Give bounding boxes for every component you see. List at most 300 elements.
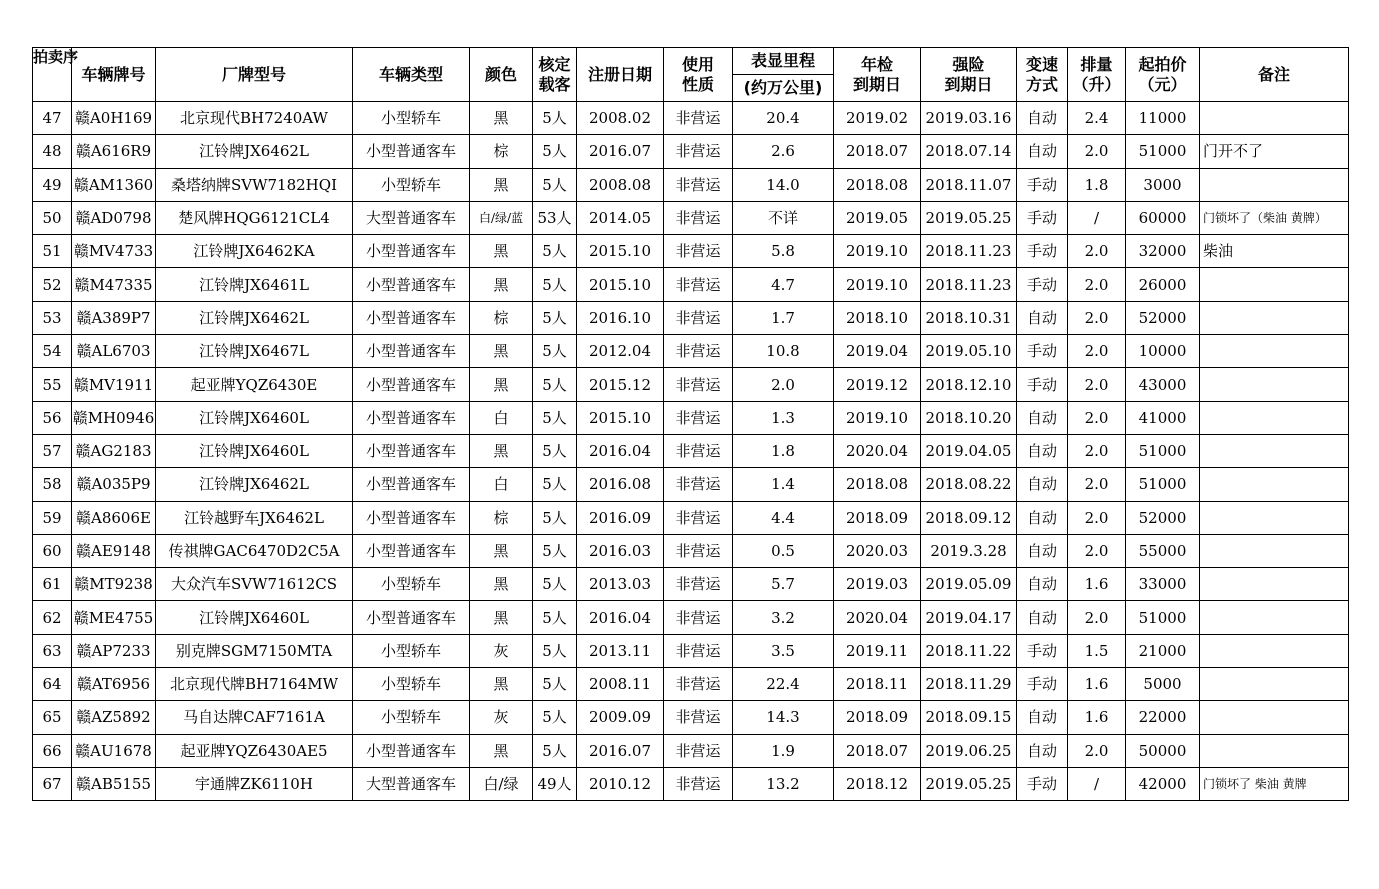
table-row [33,701,1349,734]
cell-insurance: 2018.11.22 [921,634,1017,667]
cell-mileage: 1.4 [733,468,834,501]
cell-color: 棕 [470,135,533,168]
table-row [33,501,1349,534]
cell-inspection: 2018.12 [834,767,921,800]
cell-plate: 赣AB5155 [72,767,156,800]
cell-insurance: 2019.03.16 [921,102,1017,135]
cell-note [1200,102,1349,135]
cell-displacement: 2.0 [1068,368,1126,401]
cell-usage: 非营运 [664,734,733,767]
cell-insurance: 2019.3.28 [921,534,1017,567]
cell-plate: 赣MH0946 [72,401,156,434]
cell-price: 32000 [1126,235,1200,268]
cell-model: 江铃牌JX6462L [156,301,353,334]
cell-mileage: 1.8 [733,434,834,467]
cell-mileage: 3.2 [733,601,834,634]
cell-gearbox: 手动 [1017,168,1068,201]
cell-color: 棕 [470,501,533,534]
cell-reg-date: 2016.04 [577,601,664,634]
table-row [33,168,1349,201]
cell-reg-date: 2015.10 [577,401,664,434]
cell-plate: 赣MT9238 [72,568,156,601]
cell-model: 江铃牌JX6461L [156,268,353,301]
cell-mileage: 10.8 [733,335,834,368]
cell-color: 棕 [470,301,533,334]
cell-lot: 65 [33,701,72,734]
cell-displacement: 1.6 [1068,568,1126,601]
cell-insurance: 2018.09.15 [921,701,1017,734]
cell-reg-date: 2014.05 [577,201,664,234]
table-row [33,634,1349,667]
cell-reg-date: 2015.10 [577,235,664,268]
cell-insurance: 2019.05.25 [921,201,1017,234]
cell-lot: 49 [33,168,72,201]
cell-gearbox: 手动 [1017,634,1068,667]
cell-seats: 5人 [533,401,577,434]
cell-usage: 非营运 [664,168,733,201]
cell-price: 51000 [1126,434,1200,467]
header-lot: 拍卖序 [33,48,72,102]
cell-price: 3000 [1126,168,1200,201]
cell-plate: 赣AL6703 [72,335,156,368]
cell-displacement: / [1068,767,1126,800]
cell-lot: 61 [33,568,72,601]
cell-reg-date: 2016.03 [577,534,664,567]
cell-type: 小型轿车 [353,168,470,201]
cell-insurance: 2018.11.23 [921,268,1017,301]
cell-seats: 5人 [533,268,577,301]
cell-displacement: 2.4 [1068,102,1126,135]
cell-price: 60000 [1126,201,1200,234]
cell-type: 小型普通客车 [353,468,470,501]
cell-price: 33000 [1126,568,1200,601]
cell-seats: 5人 [533,634,577,667]
cell-usage: 非营运 [664,601,733,634]
cell-reg-date: 2013.11 [577,634,664,667]
cell-plate: 赣AE9148 [72,534,156,567]
table-row [33,468,1349,501]
cell-type: 小型普通客车 [353,335,470,368]
cell-inspection: 2018.10 [834,301,921,334]
table-row [33,568,1349,601]
cell-usage: 非营运 [664,767,733,800]
cell-reg-date: 2016.09 [577,501,664,534]
cell-usage: 非营运 [664,235,733,268]
cell-reg-date: 2016.07 [577,734,664,767]
cell-type: 小型普通客车 [353,734,470,767]
cell-reg-date: 2009.09 [577,701,664,734]
cell-type: 大型普通客车 [353,767,470,800]
cell-gearbox: 手动 [1017,268,1068,301]
cell-note [1200,168,1349,201]
cell-price: 52000 [1126,301,1200,334]
cell-note [1200,368,1349,401]
cell-mileage: 1.7 [733,301,834,334]
cell-insurance: 2019.05.25 [921,767,1017,800]
cell-seats: 5人 [533,235,577,268]
cell-mileage: 14.0 [733,168,834,201]
cell-color: 黑 [470,568,533,601]
cell-note: 柴油 [1200,235,1349,268]
table-row [33,102,1349,135]
cell-inspection: 2019.10 [834,268,921,301]
cell-lot: 52 [33,268,72,301]
cell-color: 黑 [470,668,533,701]
cell-plate: 赣A389P7 [72,301,156,334]
cell-seats: 5人 [533,368,577,401]
cell-mileage: 4.4 [733,501,834,534]
cell-displacement: 2.0 [1068,401,1126,434]
cell-type: 小型轿车 [353,668,470,701]
header-seats: 核定 载客 [533,48,577,102]
cell-gearbox: 自动 [1017,401,1068,434]
cell-model: 大众汽车SVW71612CS [156,568,353,601]
cell-type: 小型普通客车 [353,235,470,268]
cell-insurance: 2018.11.07 [921,168,1017,201]
table-row [33,601,1349,634]
header-color: 颜色 [470,48,533,102]
cell-lot: 57 [33,434,72,467]
cell-usage: 非营运 [664,401,733,434]
cell-plate: 赣AM1360 [72,168,156,201]
cell-plate: 赣A035P9 [72,468,156,501]
cell-color: 黑 [470,434,533,467]
header-note: 备注 [1200,48,1349,102]
cell-model: 宇通牌ZK6110H [156,767,353,800]
cell-lot: 63 [33,634,72,667]
cell-displacement: 2.0 [1068,501,1126,534]
cell-price: 42000 [1126,767,1200,800]
cell-usage: 非营运 [664,102,733,135]
cell-lot: 64 [33,668,72,701]
cell-plate: 赣AP7233 [72,634,156,667]
cell-note [1200,268,1349,301]
cell-model: 北京现代牌BH7164MW [156,668,353,701]
cell-model: 江铃牌JX6462L [156,135,353,168]
cell-reg-date: 2012.04 [577,335,664,368]
table-row [33,235,1349,268]
cell-type: 小型普通客车 [353,501,470,534]
cell-lot: 51 [33,235,72,268]
cell-inspection: 2020.04 [834,434,921,467]
cell-seats: 5人 [533,102,577,135]
cell-gearbox: 手动 [1017,335,1068,368]
cell-model: 桑塔纳牌SVW7182HQI [156,168,353,201]
cell-gearbox: 自动 [1017,501,1068,534]
cell-plate: 赣AD0798 [72,201,156,234]
cell-displacement: 1.8 [1068,168,1126,201]
cell-plate: 赣A8606E [72,501,156,534]
cell-displacement: 1.5 [1068,634,1126,667]
cell-insurance: 2018.12.10 [921,368,1017,401]
cell-price: 50000 [1126,734,1200,767]
cell-price: 5000 [1126,668,1200,701]
header-price: 起拍价 （元） [1126,48,1200,102]
cell-seats: 5人 [533,534,577,567]
cell-usage: 非营运 [664,568,733,601]
cell-note [1200,434,1349,467]
cell-mileage: 5.7 [733,568,834,601]
cell-reg-date: 2010.12 [577,767,664,800]
cell-usage: 非营运 [664,434,733,467]
cell-mileage: 13.2 [733,767,834,800]
cell-seats: 5人 [533,668,577,701]
cell-gearbox: 自动 [1017,135,1068,168]
cell-gearbox: 自动 [1017,468,1068,501]
cell-displacement: / [1068,201,1126,234]
cell-model: 起亚牌YQZ6430AE5 [156,734,353,767]
cell-gearbox: 自动 [1017,434,1068,467]
table-row [33,434,1349,467]
cell-model: 江铃牌JX6462KA [156,235,353,268]
cell-gearbox: 自动 [1017,568,1068,601]
cell-lot: 59 [33,501,72,534]
table-body [33,102,1349,801]
cell-price: 22000 [1126,701,1200,734]
cell-price: 55000 [1126,534,1200,567]
cell-usage: 非营运 [664,335,733,368]
cell-seats: 49人 [533,767,577,800]
cell-mileage: 1.9 [733,734,834,767]
cell-lot: 66 [33,734,72,767]
cell-seats: 5人 [533,468,577,501]
cell-mileage: 5.8 [733,235,834,268]
cell-note [1200,701,1349,734]
cell-plate: 赣AT6956 [72,668,156,701]
cell-inspection: 2018.08 [834,468,921,501]
cell-type: 小型轿车 [353,634,470,667]
cell-mileage: 1.3 [733,401,834,434]
cell-model: 楚风牌HQG6121CL4 [156,201,353,234]
cell-type: 小型普通客车 [353,601,470,634]
cell-color: 白 [470,468,533,501]
table-row [33,401,1349,434]
cell-reg-date: 2008.02 [577,102,664,135]
table-row [33,201,1349,234]
cell-type: 小型轿车 [353,701,470,734]
cell-type: 小型轿车 [353,568,470,601]
cell-inspection: 2019.10 [834,235,921,268]
cell-reg-date: 2016.10 [577,301,664,334]
cell-mileage: 0.5 [733,534,834,567]
cell-note [1200,501,1349,534]
cell-lot: 58 [33,468,72,501]
cell-price: 43000 [1126,368,1200,401]
cell-model: 别克牌SGM7150MTA [156,634,353,667]
cell-usage: 非营运 [664,668,733,701]
cell-type: 小型普通客车 [353,401,470,434]
cell-color: 黑 [470,368,533,401]
cell-type: 小型普通客车 [353,368,470,401]
cell-reg-date: 2015.10 [577,268,664,301]
cell-inspection: 2019.10 [834,401,921,434]
cell-seats: 5人 [533,501,577,534]
cell-usage: 非营运 [664,534,733,567]
cell-plate: 赣AG2183 [72,434,156,467]
cell-usage: 非营运 [664,368,733,401]
cell-displacement: 2.0 [1068,235,1126,268]
cell-plate: 赣MV4733 [72,235,156,268]
cell-type: 小型普通客车 [353,434,470,467]
cell-seats: 5人 [533,135,577,168]
cell-lot: 62 [33,601,72,634]
header-model: 厂牌型号 [156,48,353,102]
cell-gearbox: 手动 [1017,235,1068,268]
cell-price: 52000 [1126,501,1200,534]
cell-model: 江铃牌JX6460L [156,434,353,467]
cell-insurance: 2019.06.25 [921,734,1017,767]
cell-insurance: 2018.11.29 [921,668,1017,701]
cell-seats: 5人 [533,434,577,467]
cell-note [1200,401,1349,434]
cell-type: 小型普通客车 [353,135,470,168]
cell-note [1200,301,1349,334]
cell-color: 黑 [470,235,533,268]
header-usage: 使用 性质 [664,48,733,102]
cell-note [1200,335,1349,368]
cell-model: 江铃牌JX6467L [156,335,353,368]
cell-note [1200,534,1349,567]
cell-price: 26000 [1126,268,1200,301]
cell-model: 江铃牌JX6462L [156,468,353,501]
cell-usage: 非营运 [664,501,733,534]
cell-model: 马自达牌CAF7161A [156,701,353,734]
cell-displacement: 2.0 [1068,268,1126,301]
cell-plate: 赣A616R9 [72,135,156,168]
table-row [33,734,1349,767]
header-mileage-unit: (约万公里) [733,75,834,102]
cell-lot: 55 [33,368,72,401]
cell-insurance: 2019.04.17 [921,601,1017,634]
cell-seats: 5人 [533,568,577,601]
cell-insurance: 2018.10.20 [921,401,1017,434]
table-row [33,135,1349,168]
cell-insurance: 2019.04.05 [921,434,1017,467]
cell-seats: 5人 [533,601,577,634]
cell-color: 黑 [470,335,533,368]
cell-price: 51000 [1126,135,1200,168]
cell-mileage: 14.3 [733,701,834,734]
cell-gearbox: 自动 [1017,701,1068,734]
cell-insurance: 2018.08.22 [921,468,1017,501]
cell-price: 10000 [1126,335,1200,368]
cell-usage: 非营运 [664,201,733,234]
header-reg-date: 注册日期 [577,48,664,102]
cell-type: 小型普通客车 [353,268,470,301]
cell-usage: 非营运 [664,701,733,734]
cell-displacement: 2.0 [1068,468,1126,501]
cell-reg-date: 2016.08 [577,468,664,501]
cell-inspection: 2019.02 [834,102,921,135]
cell-gearbox: 自动 [1017,601,1068,634]
cell-reg-date: 2008.11 [577,668,664,701]
cell-model: 起亚牌YQZ6430E [156,368,353,401]
table-row [33,335,1349,368]
header-displacement: 排量 （升） [1068,48,1126,102]
cell-insurance: 2019.05.09 [921,568,1017,601]
cell-gearbox: 手动 [1017,368,1068,401]
cell-lot: 54 [33,335,72,368]
cell-gearbox: 手动 [1017,201,1068,234]
header-inspection: 年检 到期日 [834,48,921,102]
cell-inspection: 2018.09 [834,501,921,534]
cell-color: 黑 [470,268,533,301]
cell-lot: 48 [33,135,72,168]
cell-gearbox: 自动 [1017,301,1068,334]
cell-insurance: 2018.10.31 [921,301,1017,334]
header-gearbox: 变速 方式 [1017,48,1068,102]
cell-insurance: 2018.11.23 [921,235,1017,268]
cell-color: 黑 [470,601,533,634]
cell-seats: 53人 [533,201,577,234]
cell-note [1200,601,1349,634]
cell-lot: 47 [33,102,72,135]
cell-inspection: 2018.11 [834,668,921,701]
cell-inspection: 2019.04 [834,335,921,368]
cell-model: 江铃牌JX6460L [156,601,353,634]
cell-color: 白/绿/蓝 [470,201,533,234]
cell-type: 小型普通客车 [353,534,470,567]
cell-note [1200,634,1349,667]
cell-plate: 赣AU1678 [72,734,156,767]
cell-displacement: 2.0 [1068,135,1126,168]
cell-color: 黑 [470,534,533,567]
cell-note: 门开不了 [1200,135,1349,168]
cell-lot: 60 [33,534,72,567]
cell-reg-date: 2016.04 [577,434,664,467]
cell-color: 灰 [470,701,533,734]
table-row [33,668,1349,701]
cell-gearbox: 自动 [1017,734,1068,767]
cell-mileage: 4.7 [733,268,834,301]
cell-displacement: 2.0 [1068,534,1126,567]
cell-plate: 赣ME4755 [72,601,156,634]
cell-displacement: 2.0 [1068,601,1126,634]
cell-usage: 非营运 [664,301,733,334]
cell-color: 灰 [470,634,533,667]
cell-inspection: 2020.04 [834,601,921,634]
cell-inspection: 2019.12 [834,368,921,401]
cell-price: 41000 [1126,401,1200,434]
cell-lot: 53 [33,301,72,334]
cell-mileage: 不详 [733,201,834,234]
cell-displacement: 1.6 [1068,701,1126,734]
cell-insurance: 2018.09.12 [921,501,1017,534]
table-row [33,268,1349,301]
cell-note: 门锁坏了（柴油 黄牌） [1200,201,1349,234]
cell-inspection: 2018.07 [834,734,921,767]
cell-gearbox: 自动 [1017,102,1068,135]
cell-inspection: 2019.11 [834,634,921,667]
cell-inspection: 2019.05 [834,201,921,234]
cell-mileage: 20.4 [733,102,834,135]
header-insurance: 强险 到期日 [921,48,1017,102]
cell-lot: 50 [33,201,72,234]
cell-insurance: 2018.07.14 [921,135,1017,168]
cell-reg-date: 2013.03 [577,568,664,601]
cell-model: 传祺牌GAC6470D2C5A [156,534,353,567]
cell-usage: 非营运 [664,135,733,168]
cell-model: 江铃越野车JX6462L [156,501,353,534]
cell-usage: 非营运 [664,468,733,501]
cell-note [1200,568,1349,601]
table-row [33,534,1349,567]
cell-mileage: 3.5 [733,634,834,667]
cell-color: 黑 [470,168,533,201]
cell-seats: 5人 [533,168,577,201]
cell-seats: 5人 [533,301,577,334]
cell-type: 小型轿车 [353,102,470,135]
